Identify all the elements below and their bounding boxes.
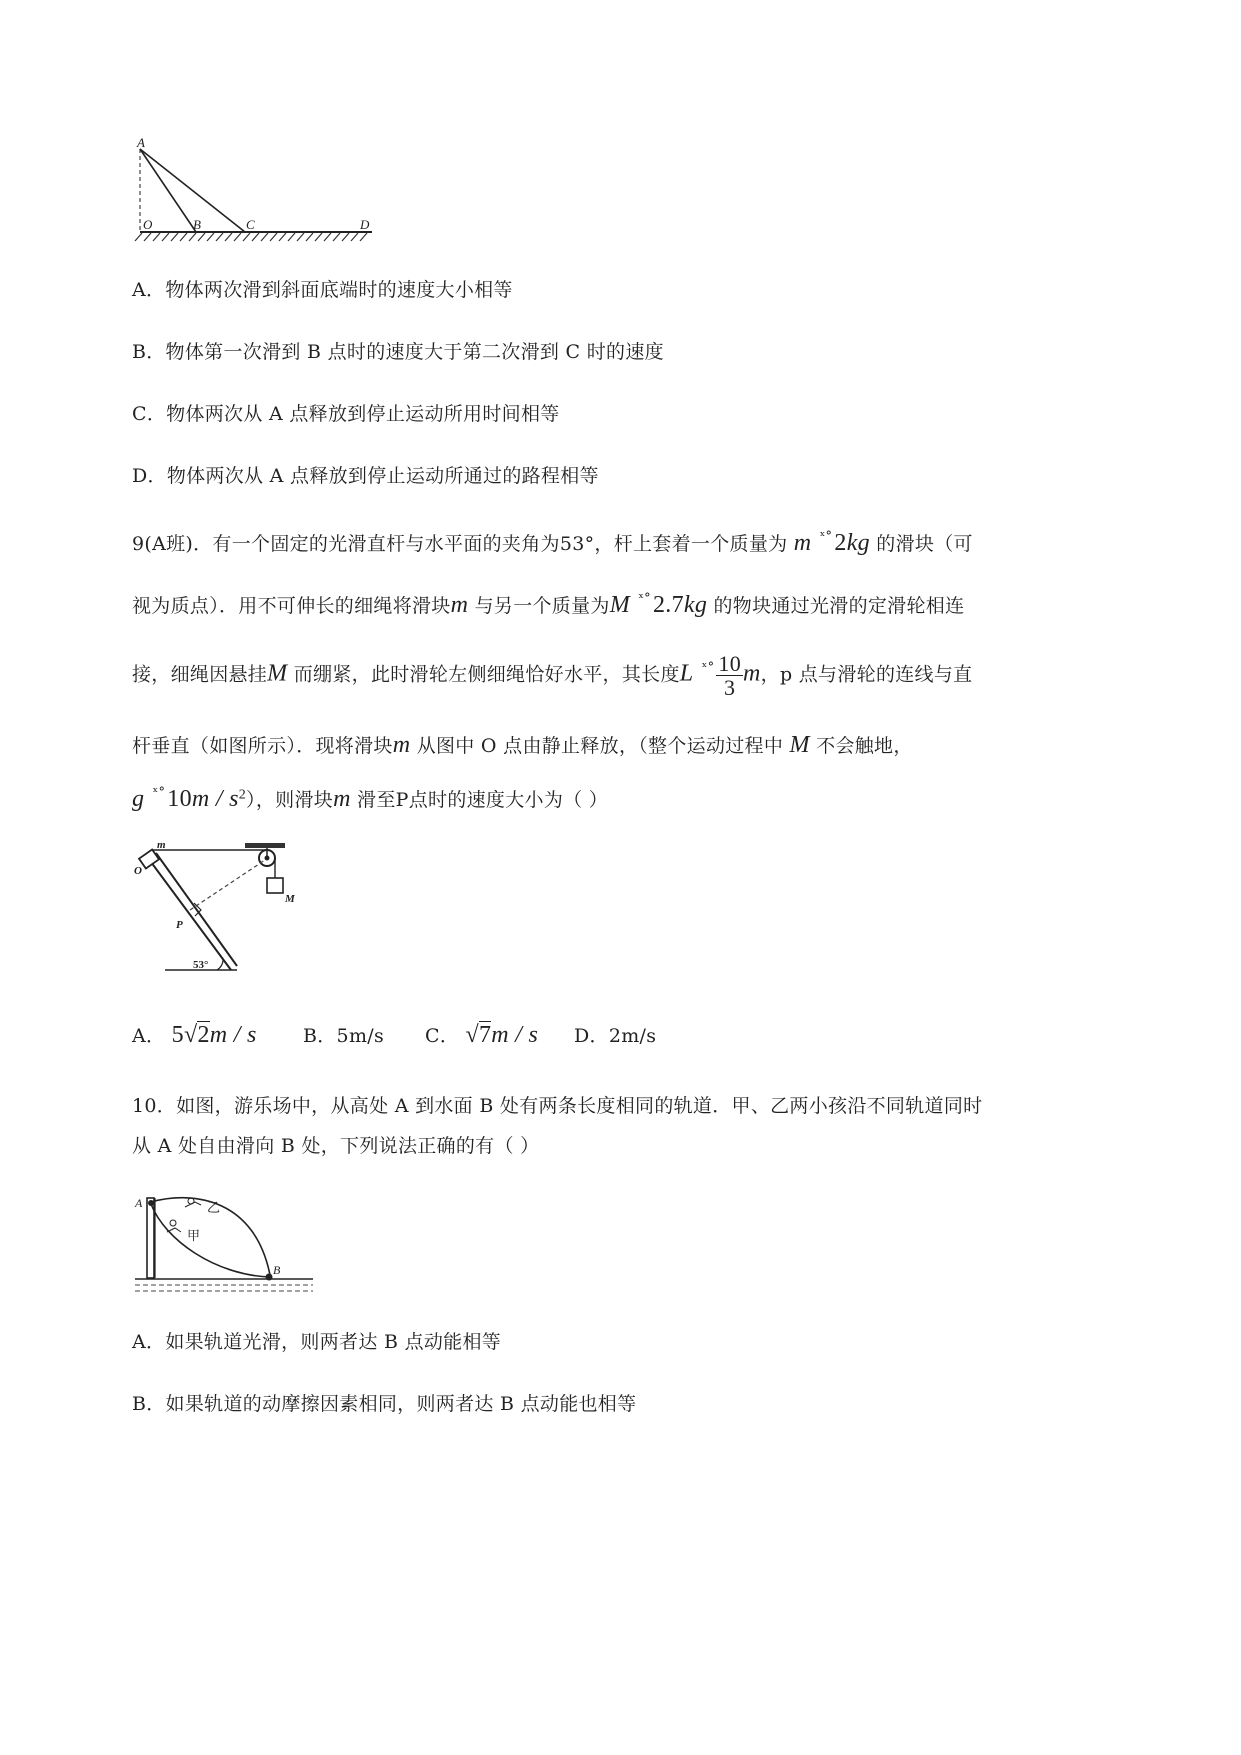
q10-line-2: 从 A 处自由滑向 B 处，下列说法正确的有（ ） (132, 1135, 540, 1157)
length-fraction: $\frac{10}{3}$ (718, 651, 741, 701)
label-c: C (246, 217, 255, 232)
q8-option-c: C．物体两次从 A 点释放到停止运动所用时间相等 (132, 403, 560, 425)
q8-option-a: A．物体两次滑到斜面底端时的速度大小相等 (132, 279, 513, 301)
q10-line-1: 10．如图，游乐场中，从高处 A 到水面 B 处有两条长度相同的轨道．甲、乙两小孩沿不同轨道同时 (132, 1095, 983, 1117)
label-d: D (360, 217, 370, 232)
label-m-small: m (157, 839, 166, 851)
label-a: A (135, 1196, 143, 1210)
q9-line-5: g $^{ˣ^\circ}10m / s^2$），则滑块m 滑至P点时的速度大小为（ ） (132, 785, 609, 812)
label-b: B (193, 217, 201, 232)
label-jia: 甲 (187, 1228, 201, 1243)
q8-option-d: D．物体两次从 A 点释放到停止运动所通过的路程相等 (132, 465, 599, 487)
q9-line-4: 杆垂直（如图所示）．现将滑块m 从图中 O 点由静止释放，（整个运动过程中 M 不会触地， (132, 732, 913, 758)
sqrt-icon: √ (465, 1022, 479, 1048)
rod-pulley-figure (135, 838, 310, 978)
q9-line-3: 接，细绳因悬挂M 而绷紧，此时滑轮左侧细绳恰好水平，其长度L $^{ˣ^\circ}$ $\frac{10}{3}$ m，p 点与滑轮的连线与直 (132, 651, 973, 701)
label-a: A (137, 135, 145, 150)
label-p: P (176, 919, 183, 931)
sqrt-icon: √ (183, 1022, 198, 1048)
q9-line-1: 9(A班)．有一个固定的光滑直杆与水平面的夹角为53°，杆上套着一个质量为 m $^{ˣ^\circ}$2kg 的滑块（可 (132, 529, 973, 556)
label-b: B (273, 1263, 281, 1277)
q9-line-2: 视为质点）．用不可伸长的细绳将滑块m 与另一个质量为M $^{ˣ^\circ}$2.7kg 的物块通过光滑的定滑轮相连 (132, 591, 965, 618)
tracks-figure (135, 1190, 315, 1295)
label-angle: 53° (193, 959, 209, 971)
q9-option-c: C． √7m / s (425, 1022, 539, 1048)
q10-option-b: B．如果轨道的动摩擦因素相同，则两者达 B 点动能也相等 (132, 1393, 637, 1415)
incline-figure (137, 135, 380, 245)
q8-option-b: B．物体第一次滑到 B 点时的速度大于第二次滑到 C 时的速度 (132, 341, 664, 363)
label-yi: 乙 (207, 1200, 221, 1215)
q9-option-d: D．2m/s (574, 1025, 657, 1047)
label-o: O (143, 217, 153, 232)
label-o: O (134, 865, 142, 877)
q9-option-a: A． 5√2m / s (132, 1022, 257, 1048)
label-m-big: M (285, 893, 295, 905)
q10-option-a: A．如果轨道光滑，则两者达 B 点动能相等 (132, 1331, 502, 1353)
q9-option-b: B．5m/s (303, 1025, 385, 1047)
